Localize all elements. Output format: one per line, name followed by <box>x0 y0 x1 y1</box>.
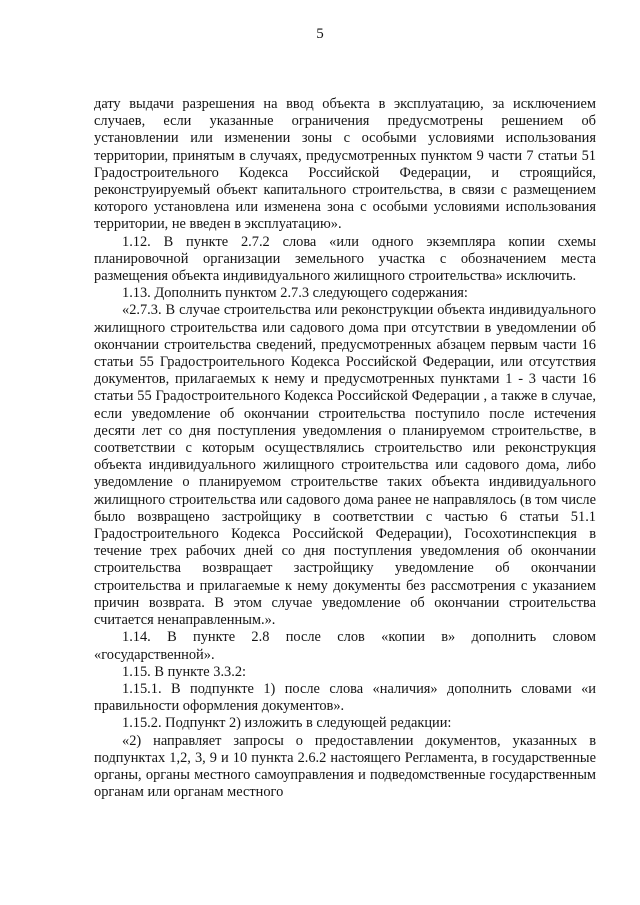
paragraph-1-15-1: 1.15.1. В подпункте 1) после слова «наличия» дополнить словами «и правильности оформления документов». <box>94 680 596 715</box>
paragraph-1-13: 1.13. Дополнить пунктом 2.7.3 следующего содержания: <box>122 285 468 302</box>
paragraph-2-7-3: «2.7.3. В случае строительства или реконструкции объекта индивидуального жилищного строительства или садового дома при отсутствии в уведомлении об окончании строительства сведений, предусмотренных абзацем первым части 16 статьи 55 Градостроительного Кодекса Российской Федерации, или отсутствия документов, прилагаемых к нему и предусмотренных пунктами 1 - 3 части 16 статьи 55 Градостроительного Кодекса Российской Федерации , а также в случае, если уведомление об окончании строительства поступило после истечения десяти лет со дня поступления уведомления о планируемом строительстве, в соответствии с которым осуществлялись строительство или реконструкция объекта индивидуального жилищного строительства или садового дома, либо уведомление о планируемом строительстве таких объекта индивидуального жилищного строительства или садового дома ранее не направлялось (в том числе было возвращено застройщику в соответствии с частью 6 статьи 51.1 Градостроительного Кодекса Российской Федерации), Госохотинспекция в течение трех рабочих дней со дня поступления уведомления об окончании строительства возвращает застройщику уведомление об окончании строительства и прилагаемые к нему документы без рассмотрения с указанием причин возврата. В этом случае уведомление об окончании строительства считается ненаправленным.». <box>94 302 596 629</box>
paragraph-continuation: дату выдачи разрешения на ввод объекта в эксплуатацию, за исключением случаев, если указанные ограничения предусмотрены решением об установлении или изменении зоны с особыми условиями использования территории, принятым в случаях, предусмотренных пунктом 9 части 7 статьи 51 Градостроительного Кодекса Российской Федерации, и строящийся, реконструируемый объект капитального строительства, в связи с размещением которого установлена или изменена зона с особыми условиями использования территории, не введен в эксплуатацию». <box>94 96 596 233</box>
paragraph-1-12: 1.12. В пункте 2.7.2 слова «или одного экземпляра копии схемы планировочной организации земельного участка с обозначением места размещения объекта индивидуального жилищного строительства» исключить. <box>94 233 596 285</box>
paragraph-1-15: 1.15. В пункте 3.3.2: <box>122 663 247 680</box>
paragraph-1-15-2: 1.15.2. Подпункт 2) изложить в следующей редакции: <box>122 715 452 732</box>
paragraph-subitem-2: «2) направляет запросы о предоставлении документов, указанных в подпунктах 1,2, 3, 9 и 10 пункта 2.6.2 настоящего Регламента, в государственные органы, органы местного самоуправления и подведомственные государственным органам или органам местного <box>94 732 596 801</box>
document-body <box>94 96 596 801</box>
page-number: 5 <box>316 26 324 42</box>
paragraph-1-14: 1.14. В пункте 2.8 после слов «копии в» дополнить словом «государственной». <box>94 629 596 663</box>
